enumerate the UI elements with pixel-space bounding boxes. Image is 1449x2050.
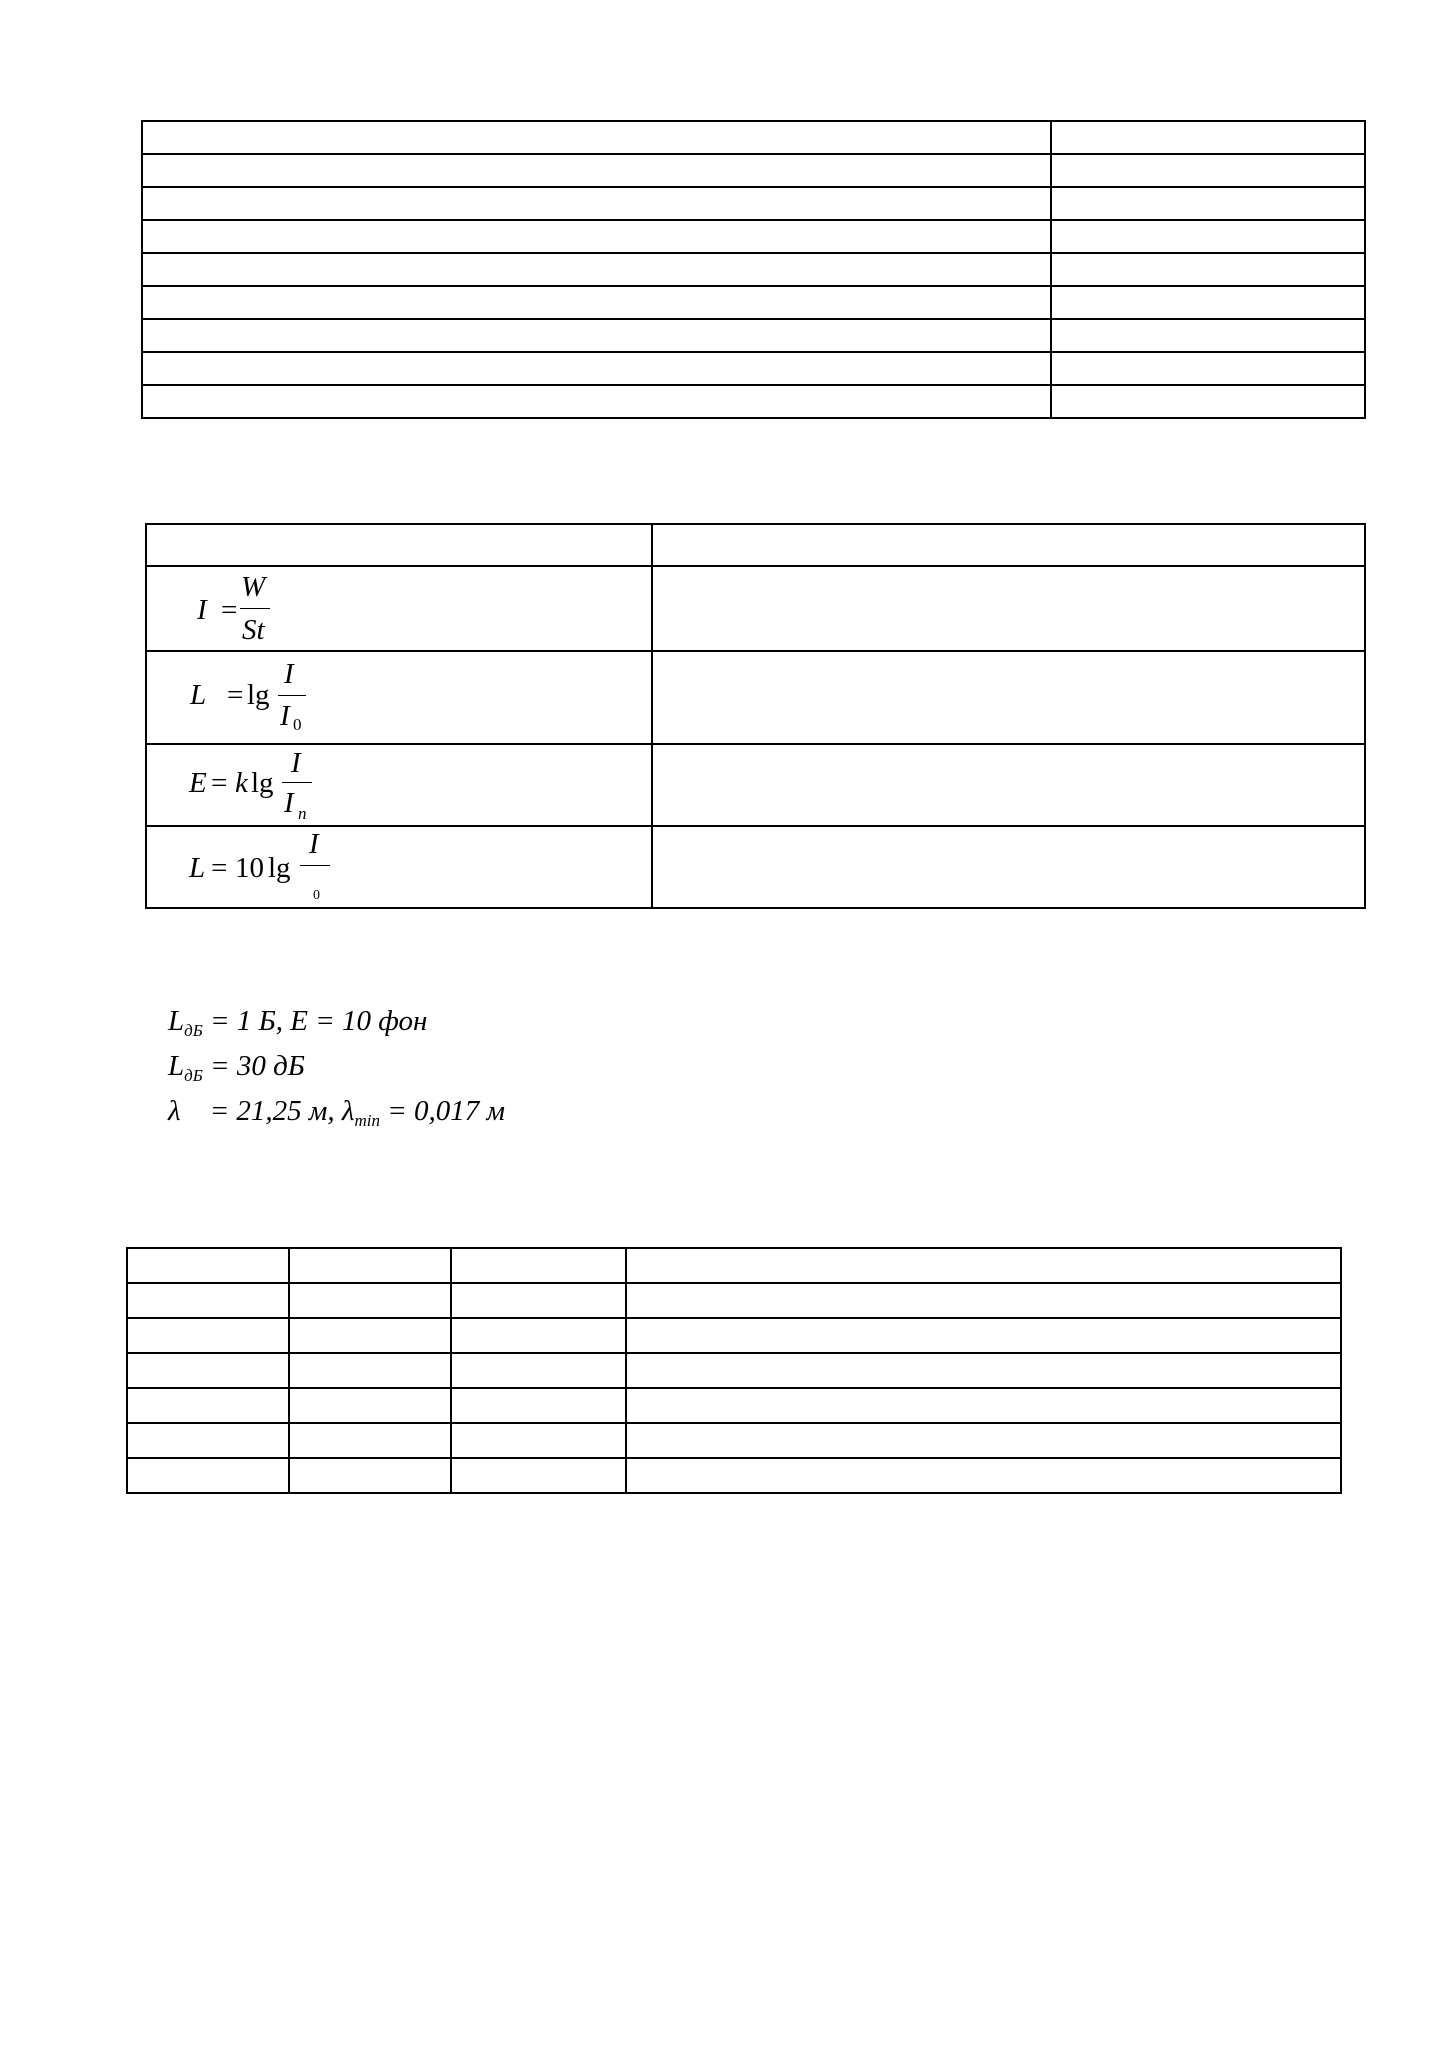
formula-numerator: I — [309, 828, 319, 860]
table-cell — [289, 1283, 451, 1318]
table-cell — [289, 1248, 451, 1283]
table-cell — [451, 1283, 626, 1318]
answer-text: = 0,017 м — [379, 1095, 506, 1127]
formula-subscript: 0 — [313, 888, 320, 903]
formula-cell-loudness — [146, 744, 652, 826]
formula-numerator: I — [291, 747, 301, 779]
table-row — [142, 253, 1365, 286]
formula-level — [147, 652, 651, 743]
table-cell — [652, 651, 1365, 744]
table-cell — [142, 121, 1051, 154]
table-cell — [127, 1283, 289, 1318]
table-cell — [1051, 220, 1365, 253]
lambda-symbol: λ — [168, 1095, 181, 1127]
subscript: дБ — [184, 1021, 203, 1040]
fraction-bar — [282, 782, 312, 783]
table-row — [127, 1283, 1341, 1318]
symbol: L — [168, 1005, 185, 1037]
formula-lhs: L — [190, 679, 207, 711]
formula-cell-level-db — [146, 826, 652, 908]
table-cell — [142, 385, 1051, 418]
answer-table-1 — [141, 120, 1366, 419]
table-row — [127, 1248, 1341, 1283]
table-cell — [127, 1318, 289, 1353]
table-row — [146, 744, 1365, 826]
formula-log: lg — [251, 767, 274, 799]
formula-intensity — [147, 567, 651, 650]
formula-denominator: St — [242, 614, 265, 646]
subscript: дБ — [184, 1066, 203, 1085]
table-cell — [127, 1423, 289, 1458]
table-cell — [289, 1423, 451, 1458]
table-row — [142, 352, 1365, 385]
table-cell — [626, 1458, 1341, 1493]
table-cell — [142, 286, 1051, 319]
table-cell — [652, 744, 1365, 826]
formula-equals: = — [211, 852, 228, 884]
table-cell — [626, 1353, 1341, 1388]
formula-log: lg — [247, 679, 270, 711]
fraction-bar — [278, 695, 306, 696]
table-cell — [127, 1458, 289, 1493]
table-cell — [1051, 253, 1365, 286]
formula-loudness — [147, 745, 651, 825]
table-cell — [1051, 385, 1365, 418]
table-cell — [626, 1283, 1341, 1318]
formulas-table — [145, 523, 1366, 909]
table-row — [142, 187, 1365, 220]
formula-denominator: I — [284, 787, 294, 819]
table-row — [142, 385, 1365, 418]
formula-cell-level — [146, 651, 652, 744]
table-cell — [652, 524, 1365, 566]
formula-lhs: L — [189, 852, 206, 884]
answer-line-1 — [168, 1005, 427, 1041]
table-cell — [142, 187, 1051, 220]
table-cell — [142, 319, 1051, 352]
table-cell — [142, 352, 1051, 385]
formula-equals: = — [227, 679, 244, 711]
table-cell — [1051, 286, 1365, 319]
table-cell — [451, 1423, 626, 1458]
table-cell — [451, 1318, 626, 1353]
answer-table-3 — [126, 1247, 1342, 1494]
formula-cell-intensity — [146, 566, 652, 651]
table-row — [142, 121, 1365, 154]
table-cell — [127, 1388, 289, 1423]
formula-level-db — [147, 827, 651, 907]
table-cell — [142, 154, 1051, 187]
lambda-symbol: λ — [341, 1095, 355, 1127]
table-row — [142, 286, 1365, 319]
table-cell — [127, 1248, 289, 1283]
table-cell — [451, 1458, 626, 1493]
formula-denominator: I — [280, 700, 290, 732]
subscript: min — [354, 1111, 380, 1130]
formula-subscript: п — [298, 804, 307, 823]
table-cell — [626, 1318, 1341, 1353]
formula-numerator: I — [284, 658, 294, 690]
table-row — [127, 1318, 1341, 1353]
table-cell — [626, 1388, 1341, 1423]
table-cell — [1051, 319, 1365, 352]
table-row — [142, 220, 1365, 253]
formula-lhs: E — [189, 767, 207, 799]
table-cell — [142, 253, 1051, 286]
table-cell — [652, 826, 1365, 908]
table-row — [146, 826, 1365, 908]
fraction-bar — [240, 608, 270, 609]
table-cell — [1051, 352, 1365, 385]
formula-equals: = — [211, 767, 228, 799]
formula-log: lg — [268, 852, 291, 884]
table-cell — [289, 1458, 451, 1493]
fraction-bar — [300, 865, 330, 866]
table-cell — [289, 1353, 451, 1388]
answer-text: = 30 дБ — [202, 1050, 305, 1082]
answer-line-2 — [168, 1050, 305, 1086]
answer-text: = 21,25 м, — [180, 1095, 342, 1127]
table-cell — [289, 1318, 451, 1353]
table-cell — [142, 220, 1051, 253]
table-cell — [1051, 121, 1365, 154]
table-cell — [451, 1248, 626, 1283]
answer-text: = 1 Б, E = 10 фон — [202, 1005, 428, 1037]
table-cell — [1051, 187, 1365, 220]
formula-coefficient: 10 — [235, 852, 264, 884]
table-row — [142, 319, 1365, 352]
formula-coefficient: k — [235, 767, 248, 799]
table-row — [127, 1353, 1341, 1388]
table-row — [146, 651, 1365, 744]
table-cell — [652, 566, 1365, 651]
table-cell — [626, 1248, 1341, 1283]
table-row — [127, 1423, 1341, 1458]
formula-lhs: I — [197, 594, 207, 626]
table-cell — [451, 1388, 626, 1423]
table-cell — [289, 1388, 451, 1423]
table-cell — [146, 524, 652, 566]
table-row — [127, 1458, 1341, 1493]
table-row — [142, 154, 1365, 187]
symbol: L — [168, 1050, 185, 1082]
formula-numerator: W — [241, 571, 266, 603]
formula-subscript: 0 — [293, 715, 302, 734]
table-cell — [127, 1353, 289, 1388]
formula-equals: = — [221, 594, 238, 626]
answer-line-3 — [168, 1095, 505, 1131]
table-row — [146, 566, 1365, 651]
table-row — [146, 524, 1365, 566]
table-cell — [1051, 154, 1365, 187]
table-cell — [626, 1423, 1341, 1458]
table-row — [127, 1388, 1341, 1423]
table-cell — [451, 1353, 626, 1388]
